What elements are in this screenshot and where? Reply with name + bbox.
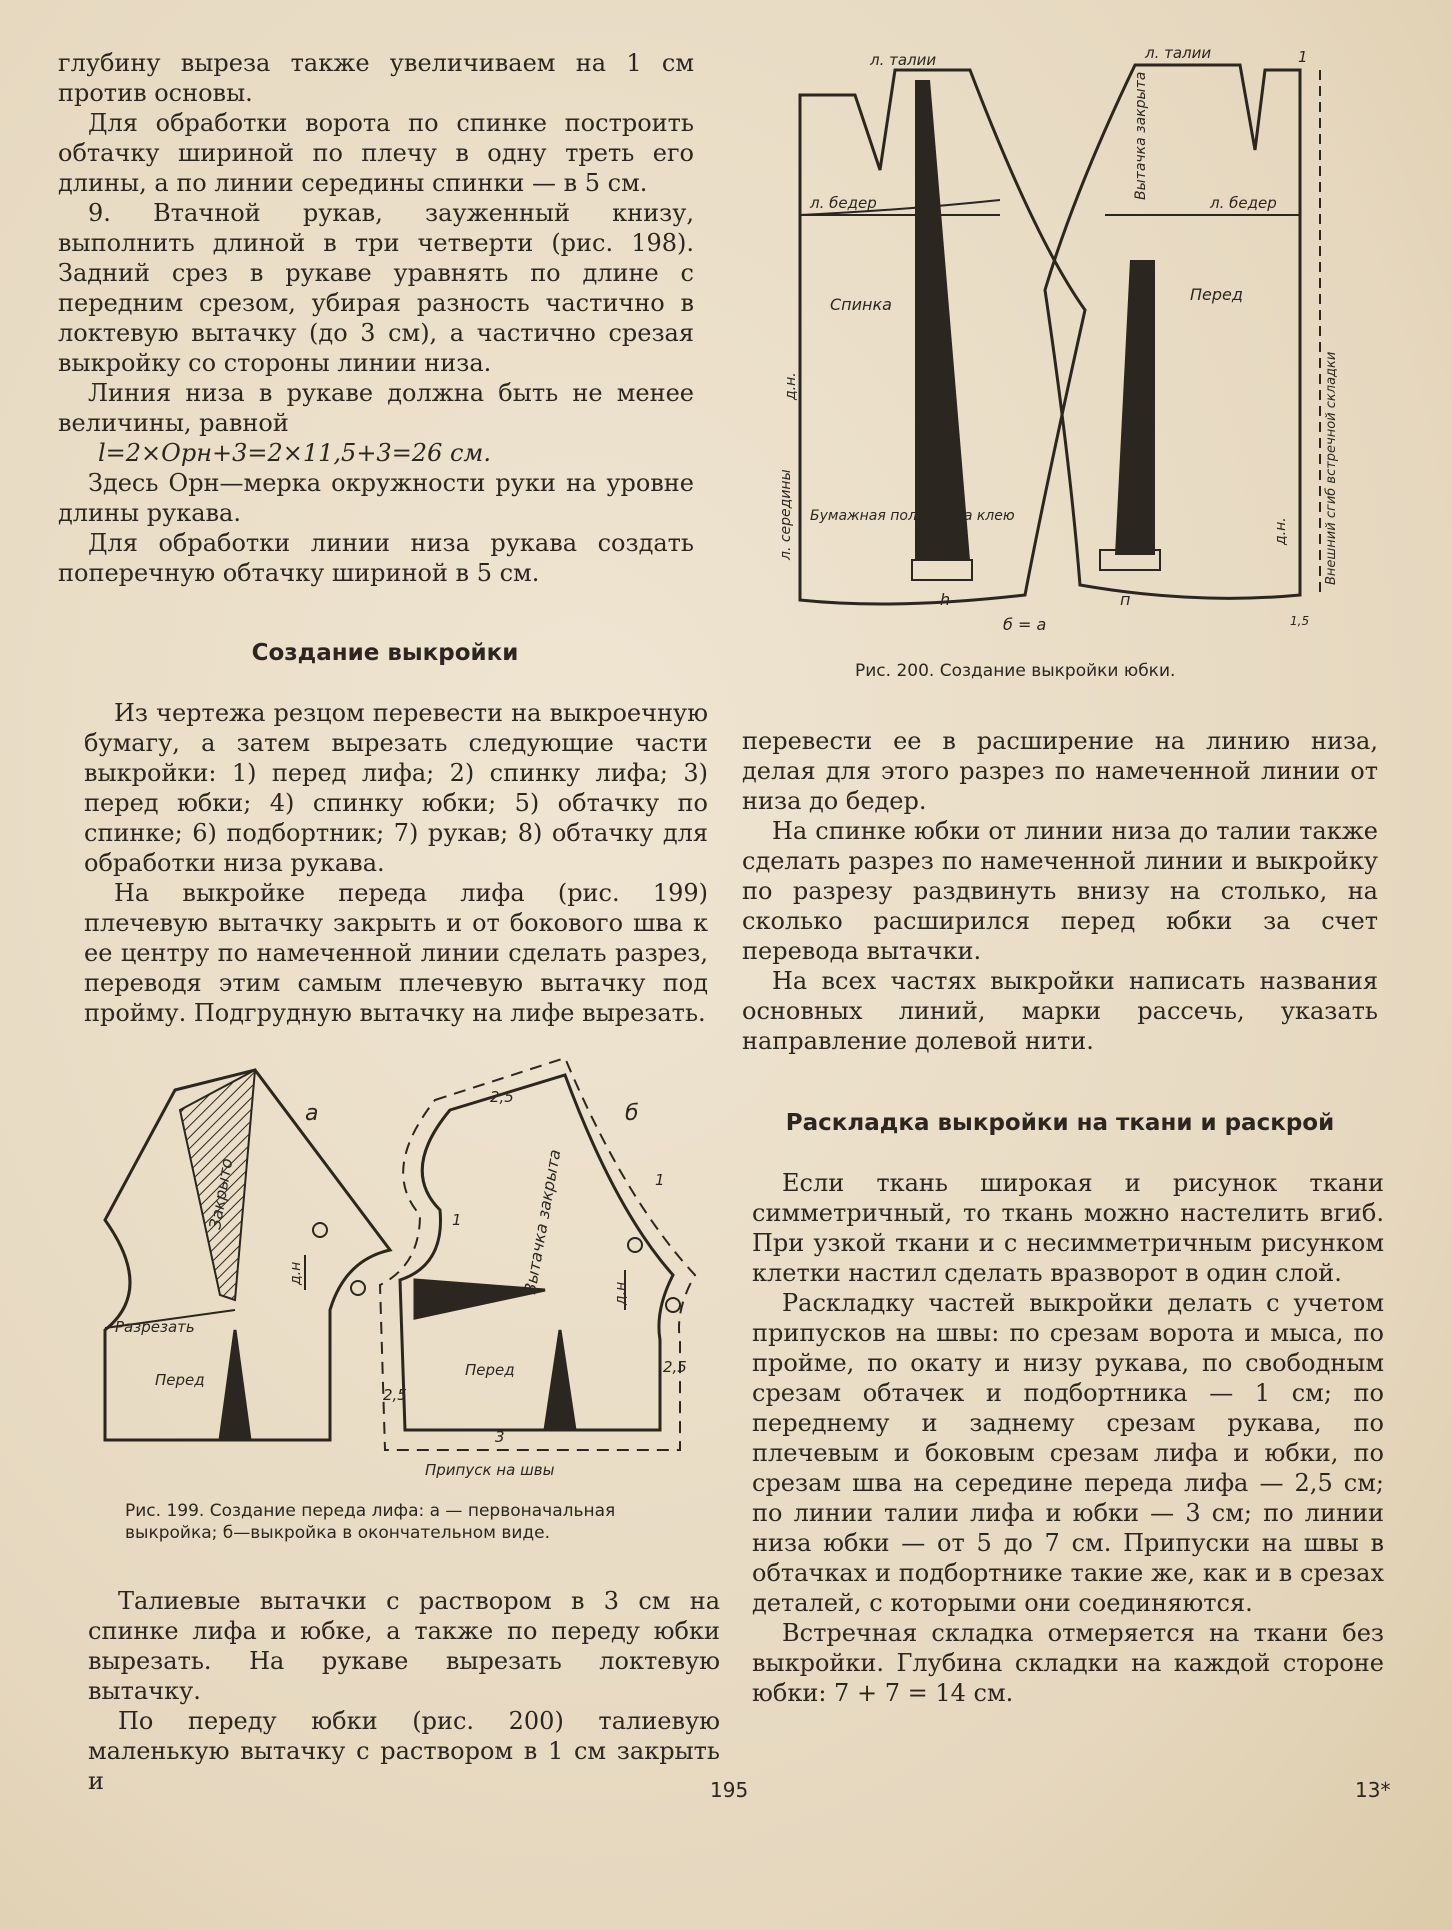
signature-mark: 13* [1355, 1778, 1391, 1802]
paragraph: На спинке юбки от линии низа до талии также сделать разрез по намеченной линии и выкройку по разрезу раздвинуть внизу на столько, на сколько расширился перед юбки за счет перевода вытачки. [742, 817, 1378, 965]
figure-200 [745, 40, 1345, 640]
paragraph: По переду юбки (рис. 200) талиевую маленькую вытачку с раствором в 1 см закрыть и [88, 1707, 720, 1795]
dn-label-b: д.н [613, 1281, 629, 1305]
pered-outline [1045, 65, 1300, 598]
formula: l=2×Орн+3=2×11,5+3=26 см. [98, 439, 491, 467]
left-mid-text [84, 698, 708, 1028]
paragraph: 9. Втачной рукав, зауженный книзу, выполнить длиной в три четверти (рис. 198). Задний срез в рукаве уравнять по длине с передним срезом, убирая разность частично в локтевую вытачку (до 3 см), а частично срезая выкройку со стороны линии низа. [58, 199, 694, 377]
paragraph: На всех частях выкройки написать названия основных линий, марки рассечь, указать направление долевой нити. [742, 967, 1378, 1055]
paragraph: Из чертежа резцом перевести на выкроечную бумагу, а затем вырезать следующие части выкройки: 1) перед лифа; 2) спинку лифа; 3) перед юбки; 4) спинку юбки; 5) обтачку по спинке; 6) подбортник; 7) рукав; 8) обтачку для обработки низа рукава. [84, 699, 708, 877]
label-a: а [305, 1101, 319, 1126]
paragraph: Линия низа в рукаве должна быть не менее величины, равной [58, 379, 694, 437]
zakryto-label: Закрыто [205, 1156, 237, 1231]
back-dart [915, 80, 970, 560]
one-label: 1 [1298, 48, 1308, 66]
l-serediny-label: л. середины [778, 469, 794, 560]
l-beder-back: л. бедер [810, 194, 877, 212]
pered-label-b: Перед [465, 1361, 515, 1379]
allowance-25-top: 2,5 [490, 1088, 514, 1106]
pattern-a [105, 1070, 390, 1440]
vytachka-label: Вытачка закрыта [1133, 71, 1149, 200]
bumazhnaya-label: Бумажная полоска на клею [810, 508, 1015, 524]
pered-label-a: Перед [155, 1371, 205, 1389]
b-a-label: б = а [1003, 615, 1047, 634]
front-dart [1115, 260, 1155, 555]
allowance-3-bottom: 3 [495, 1428, 505, 1446]
vneshniy-label: Внешний сгиб встречной складки [1324, 351, 1339, 585]
left-bottom-text [88, 1586, 720, 1796]
h-label: h [940, 590, 951, 609]
n-label: п [1120, 590, 1131, 609]
section-heading: Раскладка выкройки на ткани и раскрой [785, 1110, 1335, 1136]
paragraph: Встречная складка отмеряется на ткани без выкройки. Глубина складки на каждой стороне юбки: 7 + 7 = 14 см. [752, 1619, 1384, 1707]
allowance-1-right: 1 [655, 1171, 665, 1189]
l-talii-back: л. талии [870, 51, 937, 69]
figure-200-caption: Рис. 200. Создание выкройки юбки. [855, 661, 1176, 681]
section-heading: Создание выкройки [251, 640, 519, 666]
paragraph: Если ткань широкая и рисунок ткани симметричный, то ткань можно настелить вгиб. При узкой ткани и с несимметричным рисунком клетки настил сделать вразворот в один слой. [752, 1169, 1384, 1287]
left-top-text [58, 48, 694, 588]
razrezat-label: Разрезать [115, 1318, 195, 1336]
dn-label-a: д.н [288, 1261, 304, 1285]
paragraph: Раскладку частей выкройки делать с учетом припусков на швы: по срезам ворота и мыса, по пройме, по окату и низу рукава, по свободным срезам обтачек и подбортника — 1 см; по переднему и заднему срезам рукава, по плечевым и боковым срезам лифа и юбки, по срезам шва на середине переда лифа — 2,5 см; по линии талии лифа и юбки — 3 см; по линии низа юбки — от 5 до 7 см. Припуски на швы в обтачках и подбортнике такие же, как и в срезах деталей, с которыми они соединяются. [752, 1289, 1384, 1617]
l-talii-front: л. талии [1145, 44, 1212, 62]
paragraph: глубину выреза также увеличиваем на 1 см против основы. [58, 49, 694, 107]
figure-199 [95, 1050, 715, 1490]
vytachka-zakryta-label: Вытачка закрыта [520, 1147, 565, 1296]
figure-199-caption: Рис. 199. Создание переда лифа: а — первоначальная выкройка; б—выкройка в окончательном виде. [125, 1501, 616, 1543]
paragraph: Для обработки линии низа рукава создать поперечную обтачку шириной в 5 см. [58, 529, 694, 587]
allowance-25-left: 2,5 [383, 1386, 407, 1404]
onefive-label: 1,5 [1290, 614, 1310, 628]
dn-front: д.н. [1273, 517, 1289, 545]
l-beder-front: л. бедер [1210, 194, 1277, 212]
spinka-label: Спинка [830, 295, 892, 314]
pripusk-label: Припуск на швы [425, 1461, 555, 1479]
paragraph: Талиевые вытачки с раствором в 3 см на спинке лифа и юбке, а также по переду юбки вырезать. На рукаве вырезать локтевую вытачку. [88, 1587, 720, 1705]
allowance-25-right: 2,5 [663, 1358, 687, 1376]
right-mid-text [742, 726, 1378, 1056]
page-number: 195 [710, 1778, 749, 1802]
right-bottom-text [752, 1168, 1384, 1708]
label-b: б [625, 1101, 639, 1126]
paragraph: Для обработки ворота по спинке построить обтачку шириной по плечу в одну треть его длины, а по линии середины спинки — в 5 см. [58, 109, 694, 197]
paragraph: перевести ее в расширение на линию низа, делая для этого разрез по намеченной линии от низа до бедер. [742, 727, 1378, 815]
pered-label: Перед [1190, 285, 1243, 304]
paragraph: На выкройке переда лифа (рис. 199) плечевую вытачку закрыть и от бокового шва к ее центру по намеченной линии сделать разрез, переводя этим самым плечевую вытачку под пройму. Подгрудную вытачку на лифе вырезать. [84, 879, 708, 1027]
allowance-1-left: 1 [452, 1211, 462, 1229]
dn-back: д.н. [783, 372, 799, 400]
paragraph: Здесь Орн—мерка окружности руки на уровне длины рукава. [58, 469, 694, 527]
